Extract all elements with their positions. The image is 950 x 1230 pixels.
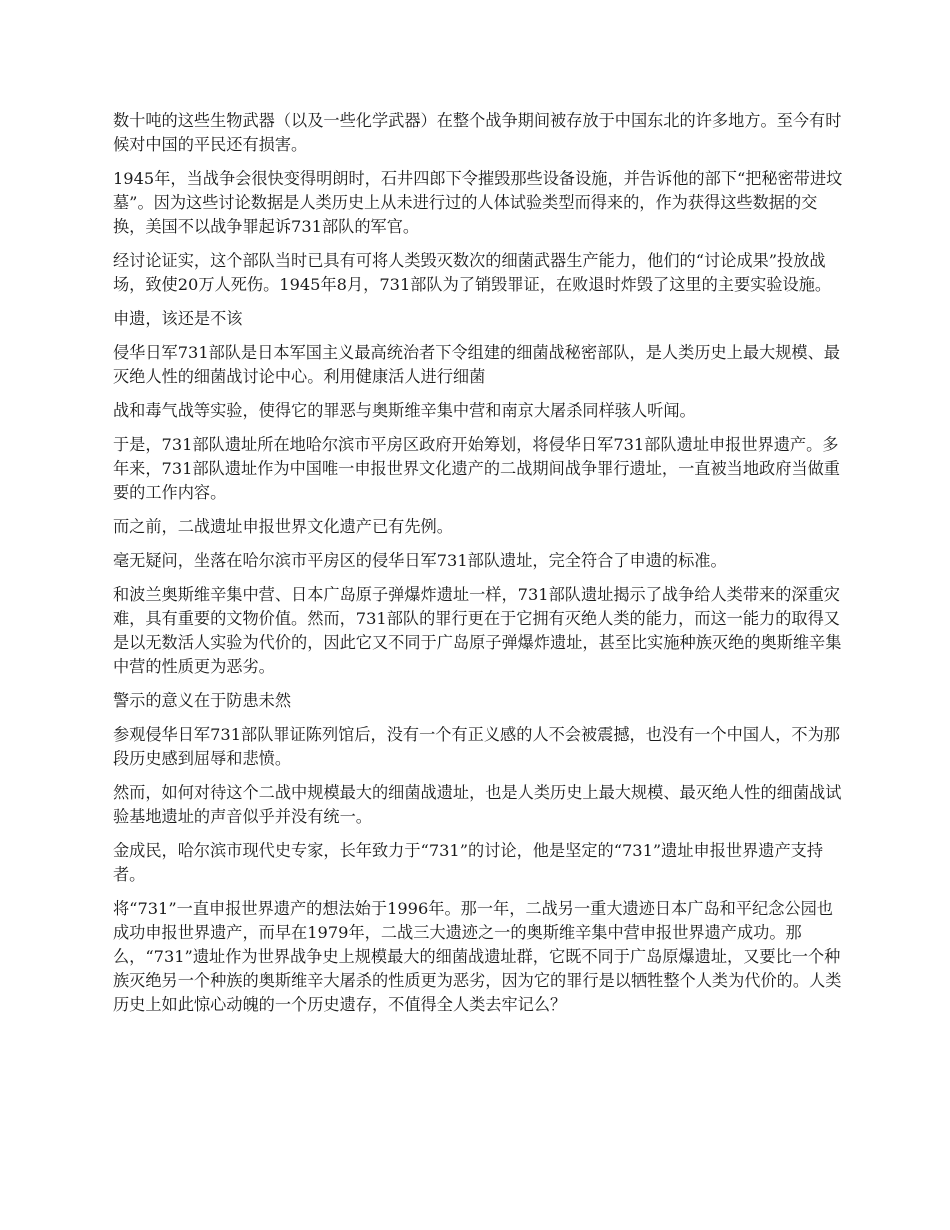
- section-heading-heritage-question: 申遗，该还是不该: [113, 309, 243, 328]
- paragraph-experiments: 战和毒气战等实验，使得它的罪恶与奥斯维辛集中营和南京大屠杀同样骇人听闻。: [113, 401, 696, 420]
- paragraph-jin-chengmin: 金成民，哈尔滨市现代史专家，长年致力于“731”的讨论，他是坚定的“731”遗址申报世界遗产支持者。: [113, 841, 824, 884]
- paragraph-heritage-application: 于是，731部队遗址所在地哈尔滨市平房区政府开始筹划，将侵华日军731部队遗址申报世界遗产。多年来，731部队遗址作为中国唯一申报世界文化遗产的二战期间战争罪行遗址，一直被当地政府当做重要的工作内容。: [113, 435, 840, 502]
- document-body: [113, 109, 848, 1027]
- section-heading-warning: 警示的意义在于防患未然: [113, 691, 292, 710]
- paragraph-museum-visit: 参观侵华日军731部队罪证陈列馆后，没有一个有正义感的人不会被震撼，也没有一个中国人，不为那段历史感到屈辱和悲愤。: [113, 725, 840, 768]
- paragraph-no-consensus: 然而，如何对待这个二战中规模最大的细菌战遗址，也是人类历史上最大规模、最灭绝人性的细菌战试验基地遗址的声音似乎并没有统一。: [113, 783, 842, 826]
- paragraph-application-history: 将“731”一直申报世界遗产的想法始于1996年。那一年，二战另一重大遗迹日本广岛和平纪念公园也成功申报世界遗产，而早在1979年，二战三大遗迹之一的奥斯维辛集中营申报世界遗产成功。那么，“731”遗址作为世界战争史上规模最大的细菌战遗址群，它既不同于广岛原爆遗址，又要比一个种族灭绝另一个种族的奥斯维辛大屠杀的性质更为恶劣，因为它的罪行是以牺牲整个人类为代价的。人类历史上如此惊心动魄的一个历史遗存，不值得全人类去牢记么？: [113, 899, 842, 1014]
- paragraph-1945-destruction-order: 1945年，当战争会很快变得明朗时，石井四郎下令摧毁那些设备设施，并告诉他的部下“把秘密带进坟墓”。因为这些讨论数据是人类历史上从未进行过的人体试验类型而得来的，作为获得这些数据的交换，美国不以战争罪起诉731部队的军官。: [113, 169, 843, 236]
- paragraph-precedent: 而之前，二战遗址申报世界文化遗产已有先例。: [113, 517, 453, 536]
- paragraph-bio-weapons-storage: 数十吨的这些生物武器（以及一些化学武器）在整个战争期间被存放于中国东北的许多地方。至今有时候对中国的平民还有损害。: [113, 111, 842, 154]
- paragraph-unit-731-intro: 侵华日军731部队是日本军国主义最高统治者下令组建的细菌战秘密部队，是人类历史上最大规模、最灭绝人性的细菌战讨论中心。利用健康活人进行细菌: [113, 343, 840, 386]
- paragraph-meets-criteria: 毫无疑问，坐落在哈尔滨市平房区的侵华日军731部队遗址，完全符合了申遗的标准。: [113, 551, 727, 570]
- paragraph-research-confirmed: 经讨论证实，这个部队当时已具有可将人类毁灭数次的细菌武器生产能力，他们的“讨论成果”投放战场，致使20万人死伤。1945年8月，731部队为了销毁罪证，在败退时炸毁了这里的主要实验设施。: [113, 251, 832, 294]
- paragraph-comparison: 和波兰奥斯维辛集中营、日本广岛原子弹爆炸遗址一样，731部队遗址揭示了战争给人类带来的深重灾难，具有重要的文物价值。然而，731部队的罪行更在于它拥有灭绝人类的能力，而这一能力的取得又是以无数活人实验为代价的，因此它又不同于广岛原子弹爆炸遗址，甚至比实施种族灭绝的奥斯维辛集中营的性质更为恶劣。: [113, 585, 842, 676]
